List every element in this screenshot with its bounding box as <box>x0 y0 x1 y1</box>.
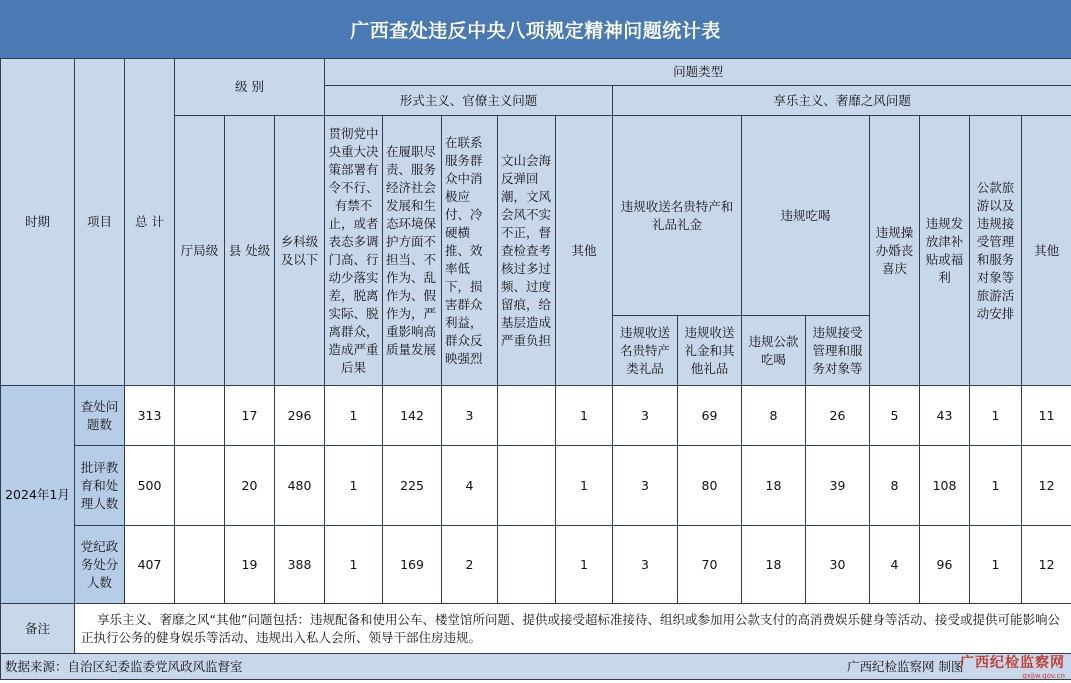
cell-travel: 1 <box>970 386 1022 446</box>
header-level-ting: 厅局级 <box>175 116 225 386</box>
header-formalism-service: 在联系服务群众中消极应付、冷硬横推、效率低下，损害群众利益，群众反映强烈 <box>442 116 498 386</box>
header-item: 项目 <box>75 59 125 386</box>
header-eat-public: 违规公款吃喝 <box>742 316 806 386</box>
note-label: 备注 <box>1 604 75 654</box>
header-hedonism-eat: 违规吃喝 <box>742 116 870 316</box>
cell-subsidy: 96 <box>920 526 970 604</box>
cell-other: 11 <box>1022 386 1071 446</box>
cell-other: 12 <box>1022 526 1071 604</box>
cell-xian: 19 <box>225 526 275 604</box>
header-gift-specialty: 违规收送名贵特产类礼品 <box>613 316 678 386</box>
note-text: 享乐主义、奢靡之风“其他”问题包括：违规配备和使用公车、楼堂馆所问题、提供或接受超标准接待、组织或参加用公款支付的高消费娱乐健身等活动、接受或提供可能影响公正执行公务的健身娱乐等活动、违规出入私人会所、领导干部住房违规。 <box>75 604 1071 654</box>
cell-f5: 1 <box>556 386 613 446</box>
cell-f3: 3 <box>442 386 498 446</box>
footer-credit: 广西纪检监察网 制图 <box>498 654 970 680</box>
header-formalism-duty: 在履职尽责、服务经济社会发展和生态环境保护方面不担当、不作为、乱作为、假作为，严重影响高质量发展 <box>383 116 442 386</box>
cell-f2: 169 <box>383 526 442 604</box>
row-label: 党纪政务处分人数 <box>75 526 125 604</box>
header-formalism-other: 其他 <box>556 116 613 386</box>
header-formalism: 形式主义、官僚主义问题 <box>325 86 613 116</box>
cell-f4 <box>498 526 556 604</box>
row-label: 查处问题数 <box>75 386 125 446</box>
cell-f1: 1 <box>325 446 383 526</box>
cell-xian: 17 <box>225 386 275 446</box>
cell-gift-b: 70 <box>678 526 742 604</box>
cell-f3: 4 <box>442 446 498 526</box>
cell-eat-b: 30 <box>806 526 870 604</box>
cell-ting <box>175 446 225 526</box>
cell-f2: 225 <box>383 446 442 526</box>
cell-eat-a: 18 <box>742 526 806 604</box>
watermark-subtext: gxjjw.gov.cn <box>1022 672 1065 680</box>
cell-f3: 2 <box>442 526 498 604</box>
cell-gift-b: 80 <box>678 446 742 526</box>
cell-f5: 1 <box>556 446 613 526</box>
cell-f2: 142 <box>383 386 442 446</box>
header-formalism-meetings: 文山会海反弹回潮，文风会风不实不正，督查检查考核过多过频、过度留痕，给基层造成严重负担 <box>498 116 556 386</box>
cell-gift-b: 69 <box>678 386 742 446</box>
cell-gift-a: 3 <box>613 446 678 526</box>
table-row <box>1 526 1071 604</box>
cell-f1: 1 <box>325 526 383 604</box>
cell-eat-b: 26 <box>806 386 870 446</box>
cell-total: 500 <box>125 446 175 526</box>
header-level-xiang: 乡科级及以下 <box>275 116 325 386</box>
cell-f4 <box>498 446 556 526</box>
footer-row <box>1 654 1071 680</box>
cell-xian: 20 <box>225 446 275 526</box>
watermark-text: 广西纪检监察网 <box>960 655 1065 671</box>
table-row <box>1 386 1071 446</box>
cell-xiang: 296 <box>275 386 325 446</box>
cell-gift-a: 3 <box>613 386 678 446</box>
cell-travel: 1 <box>970 526 1022 604</box>
cell-xiang: 388 <box>275 526 325 604</box>
header-total: 总 计 <box>125 59 175 386</box>
cell-f5: 1 <box>556 526 613 604</box>
note-row <box>1 604 1071 654</box>
header-formalism-decision: 贯彻党中央重大决策部署有令不行、有禁不止，或者表态多调门高、行动少落实差，脱离实际、脱离群众，造成严重后果 <box>325 116 383 386</box>
footer-source: 数据来源：自治区纪委监委党风政风监督室 <box>1 654 498 680</box>
cell-subsidy: 108 <box>920 446 970 526</box>
cell-f1: 1 <box>325 386 383 446</box>
cell-eat-a: 8 <box>742 386 806 446</box>
cell-xiang: 480 <box>275 446 325 526</box>
cell-total: 313 <box>125 386 175 446</box>
cell-ting <box>175 526 225 604</box>
header-hedonism-travel: 公款旅游以及违规接受管理和服务对象等旅游活动安排 <box>970 116 1022 386</box>
cell-travel: 1 <box>970 446 1022 526</box>
header-hedonism-wedding: 违规操办婚丧喜庆 <box>870 116 920 386</box>
cell-ting <box>175 386 225 446</box>
row-label: 批评教育和处理人数 <box>75 446 125 526</box>
cell-eat-b: 39 <box>806 446 870 526</box>
header-level: 级 别 <box>175 59 325 116</box>
page-title: 广西查处违反中央八项规定精神问题统计表 <box>0 0 1071 59</box>
cell-total: 407 <box>125 526 175 604</box>
table-row <box>1 446 1071 526</box>
cell-subsidy: 43 <box>920 386 970 446</box>
watermark-logo <box>959 653 1065 679</box>
header-hedonism-other: 其他 <box>1022 116 1071 386</box>
cell-other: 12 <box>1022 446 1071 526</box>
cell-wedding: 8 <box>870 446 920 526</box>
cell-wedding: 5 <box>870 386 920 446</box>
period-cell: 2024年1月 <box>1 386 75 604</box>
header-eat-accept: 违规接受管理和服务对象等 <box>806 316 870 386</box>
header-hedonism-gift: 违规收送名贵特产和礼品礼金 <box>613 116 742 316</box>
statistics-table <box>0 58 1071 680</box>
header-period: 时期 <box>1 59 75 386</box>
header-hedonism-subsidy: 违规发放津补贴或福利 <box>920 116 970 386</box>
cell-f4 <box>498 386 556 446</box>
header-hedonism: 享乐主义、奢靡之风问题 <box>613 86 1071 116</box>
header-issue-type: 问题类型 <box>325 59 1071 86</box>
header-gift-cash: 违规收送礼金和其他礼品 <box>678 316 742 386</box>
cell-eat-a: 18 <box>742 446 806 526</box>
cell-gift-a: 3 <box>613 526 678 604</box>
header-level-xian: 县 处级 <box>225 116 275 386</box>
cell-wedding: 4 <box>870 526 920 604</box>
